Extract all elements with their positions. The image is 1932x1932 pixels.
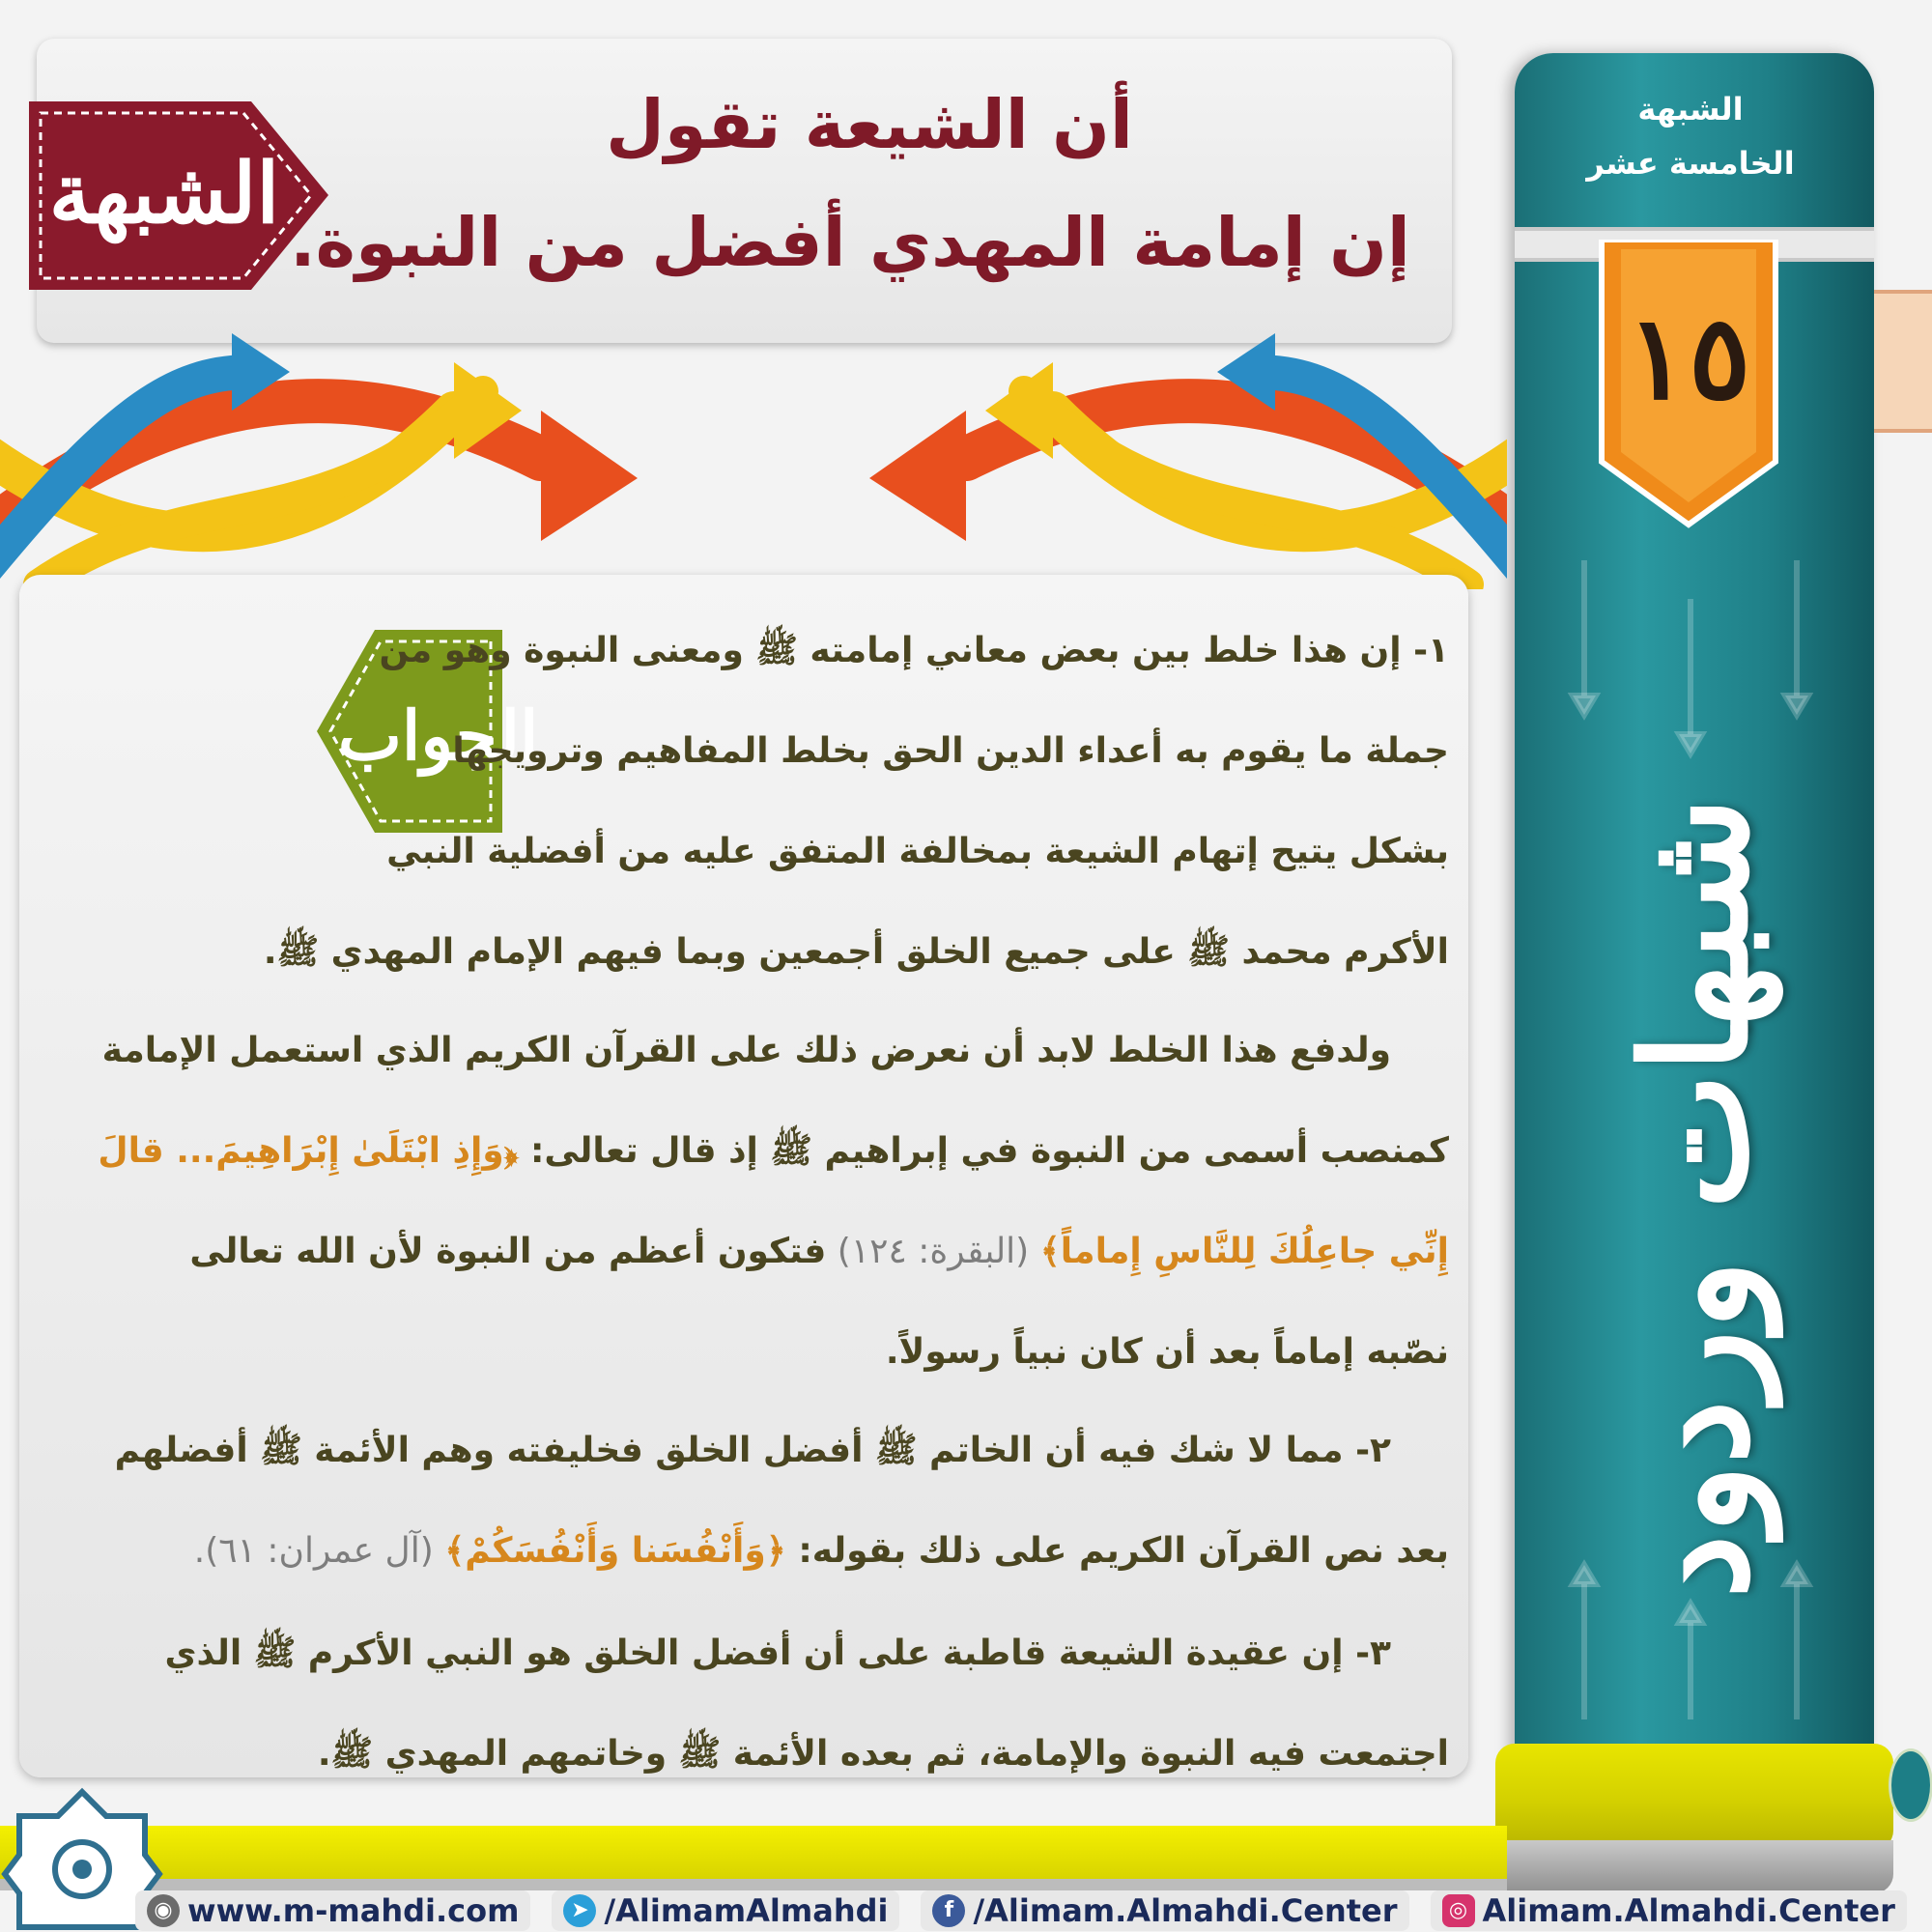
- converging-arrows-graphic: [0, 333, 1507, 589]
- bottom-yellow-strip: [0, 1826, 1507, 1879]
- spine-label-line2: الخامسة عشر: [1586, 145, 1795, 182]
- p1-line-1: ١- إن هذا خلط بين بعض معاني إمامته ﷺ ومعنى النبوة وهو من: [379, 631, 1449, 670]
- website-link[interactable]: www.m-mahdi.com: [187, 1891, 520, 1929]
- answer-paragraph-2: [29, 1001, 1449, 1403]
- instagram-link[interactable]: Alimam.Almahdi.Center: [1482, 1891, 1895, 1929]
- p2-reference: (البقرة: ١٢٤): [826, 1232, 1040, 1271]
- question-line-2: إن إمامة المهدي أفضل من النبوة.: [290, 203, 1410, 282]
- p1-line-2: جملة ما يقوم به أعداء الدين الحق بخلط المفاهيم وترويجها: [452, 731, 1449, 771]
- p3-quran-verse: ﴿وَأَنْفُسَنا وَأَنْفُسَكُمْ﴾: [444, 1531, 786, 1571]
- footer-facebook[interactable]: [921, 1890, 1408, 1931]
- spine-arrows-decor: [1546, 541, 1835, 1739]
- p3-line-2-start: بعد نص القرآن الكريم على ذلك بقوله:: [785, 1531, 1449, 1571]
- spine-label-line1: الشبهة: [1637, 91, 1744, 128]
- telegram-icon: ➤: [563, 1894, 596, 1927]
- telegram-link[interactable]: /AlimamAlmahdi: [604, 1891, 889, 1929]
- p2-quran-verse-1: ﴿وَإِذِ ابْتَلَىٰ إِبْرَاهِيمَ... قالَ: [98, 1131, 519, 1171]
- footer-instagram[interactable]: [1431, 1890, 1907, 1931]
- answer-paragraph-1: [29, 601, 1449, 1003]
- footer-website[interactable]: [135, 1890, 530, 1931]
- p2-quran-verse-2: إِنِّي جاعِلُكَ لِلنَّاسِ إِماماً﴾: [1039, 1232, 1449, 1271]
- spine-label: [1546, 82, 1835, 190]
- p2-line-3-end: فتكون أعظم من النبوة لأن الله تعالى: [189, 1232, 827, 1271]
- p3-line-1: ٢- مما لا شك فيه أن الخاتم ﷺ أفضل الخلق فخليفته وهم الأئمة ﷺ أفضلهم: [114, 1431, 1391, 1470]
- edge-tab: [1874, 290, 1932, 433]
- spine-band-bottom: [1495, 1744, 1893, 1850]
- p2-line-2-start: كمنصب أسمى من النبوة في إبراهيم ﷺ إذ قال تعالى:: [518, 1131, 1449, 1171]
- instagram-icon: ◎: [1442, 1894, 1475, 1927]
- p3-reference: (آل عمران: ٦١).: [193, 1531, 445, 1571]
- p2-line-1: ولدفع هذا الخلط لابد أن نعرض ذلك على القرآن الكريم الذي استعمل الإمامة: [101, 1031, 1391, 1070]
- footer-links: [0, 1889, 1932, 1932]
- p4-line-2: اجتمعت فيه النبوة والإمامة، ثم بعده الأئمة ﷺ وخاتمهم المهدي ﷺ.: [317, 1734, 1449, 1774]
- question-line-1: أن الشيعة تقول: [606, 85, 1133, 164]
- facebook-icon: f: [932, 1894, 965, 1927]
- footer-telegram[interactable]: [552, 1890, 899, 1931]
- p2-line-4: نصّبه إماماً بعد أن كان نبياً رسولاً.: [885, 1332, 1449, 1372]
- center-logo-icon: [1889, 1748, 1932, 1822]
- answer-paragraph-4: [29, 1604, 1449, 1804]
- shubha-number: ١٥: [1626, 290, 1751, 426]
- spine-title: شبهات وردود: [1610, 796, 1781, 1600]
- answer-paragraph-3: [29, 1401, 1449, 1602]
- question-tag: الشبهة: [48, 145, 280, 242]
- facebook-link[interactable]: /Alimam.Almahdi.Center: [973, 1891, 1398, 1929]
- spine-foot: [1495, 1840, 1893, 1893]
- p1-line-4: الأكرم محمد ﷺ على جميع الخلق أجمعين وبما فيهم الإمام المهدي ﷺ.: [263, 932, 1449, 972]
- answer-tag: الجواب: [338, 696, 539, 776]
- p1-line-3: بشكل يتيح إتهام الشيعة بمخالفة المتفق عليه من أفضلية النبي: [386, 832, 1449, 871]
- globe-icon: ◉: [147, 1894, 180, 1927]
- p4-line-1: ٣- إن عقيدة الشيعة قاطبة على أن أفضل الخلق هو النبي الأكرم ﷺ الذي: [164, 1634, 1391, 1673]
